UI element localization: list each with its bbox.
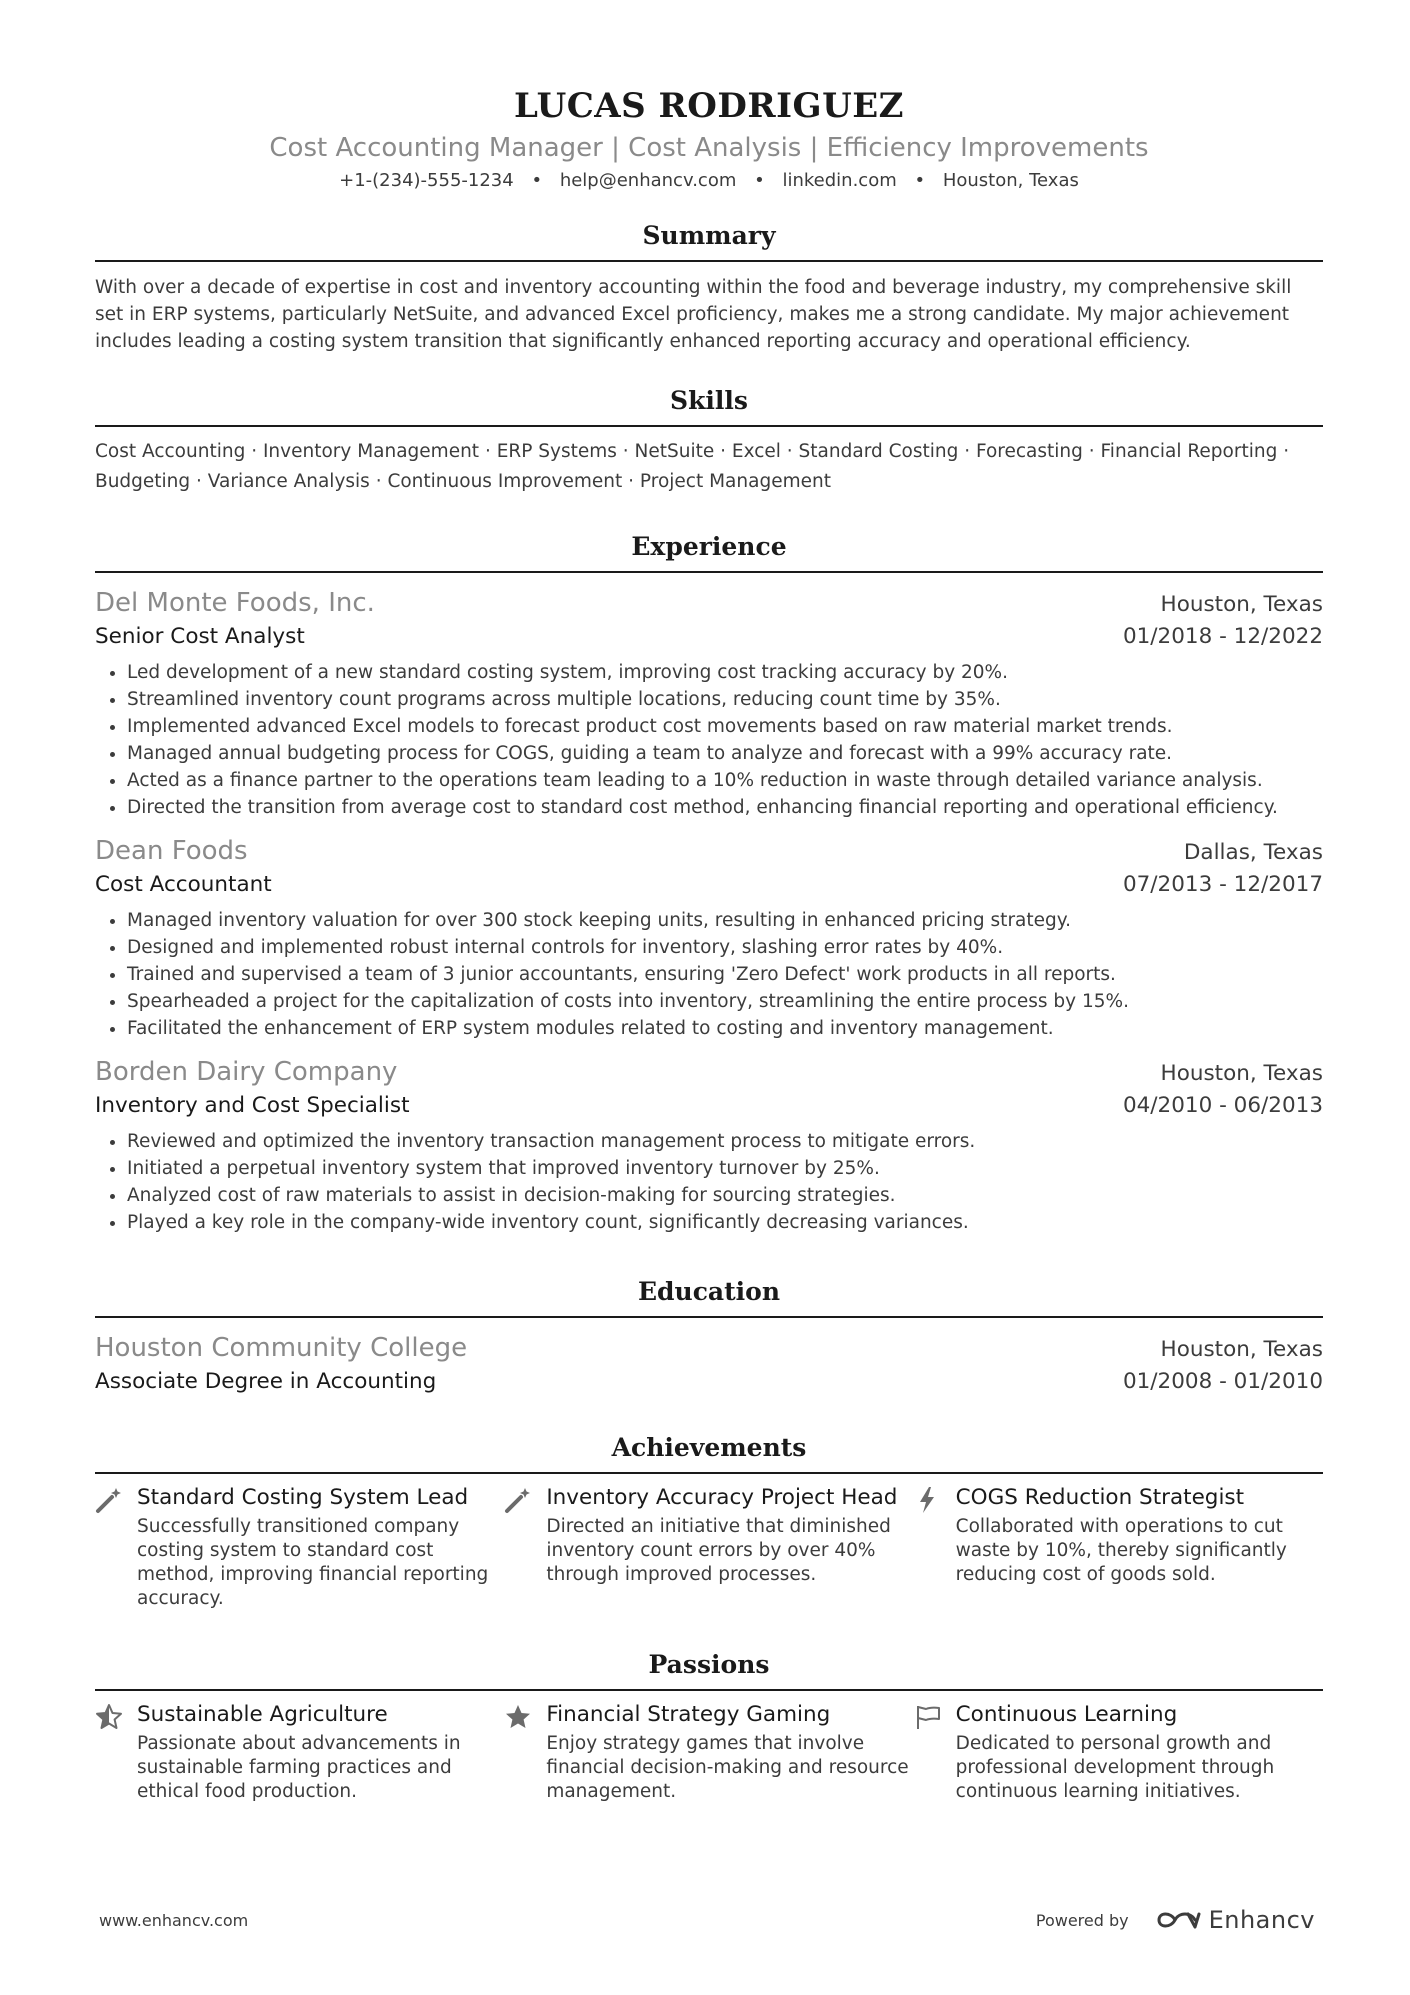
- job-bullet: • Managed inventory valuation for over 300 stock keeping units, resulting in enhanced pricing strategy.: [127, 907, 1323, 934]
- job-bullet: • Analyzed cost of raw materials to assist in decision-making for sourcing strategies.: [127, 1182, 1323, 1209]
- job-bullets: [95, 907, 1323, 1042]
- passion-desc: Dedicated to personal growth and professional development through continuous learning initiatives.: [955, 1733, 1275, 1802]
- job-company: Dean Foods: [95, 836, 248, 866]
- lightning-icon: [914, 1486, 942, 1514]
- job-bullet: • Led development of a new standard costing system, improving cost tracking accuracy by 20%.: [127, 659, 1323, 686]
- passion-title: Sustainable Agriculture: [137, 1702, 388, 1727]
- job-company: Borden Dairy Company: [95, 1057, 398, 1087]
- job-bullet: • Initiated a perpetual inventory system that improved inventory turnover by 25%.: [127, 1155, 1323, 1182]
- footer-url[interactable]: www.enhancv.com: [99, 1910, 249, 1930]
- job-bullet: • Directed the transition from average cost to standard cost method, enhancing financial reporting and operational efficiency.: [127, 794, 1323, 821]
- skills-line: Cost Accounting · Inventory Management · ERP Systems · NetSuite · Excel · Standard Costing · Forecasting · Financial Reporting ·: [95, 441, 1290, 462]
- achievement-title: Standard Costing System Lead: [137, 1485, 469, 1510]
- job-bullet: • Managed annual budgeting process for COGS, guiding a team to analyze and forecast with a 99% accuracy rate.: [127, 740, 1323, 767]
- job-role: Cost Accountant: [95, 872, 272, 897]
- job-bullet: • Designed and implemented robust internal controls for inventory, slashing error rates by 40%.: [127, 934, 1323, 961]
- job-bullets: [95, 1128, 1323, 1236]
- job-bullet: • Reviewed and optimized the inventory transaction management process to mitigate errors.: [127, 1128, 1323, 1155]
- job-company: Del Monte Foods, Inc.: [95, 588, 375, 618]
- flag-icon: [914, 1703, 942, 1731]
- section-title-education: Education: [637, 1277, 781, 1306]
- job-role: Senior Cost Analyst: [95, 624, 305, 649]
- section-title-summary: Summary: [642, 221, 776, 250]
- page-footer: [99, 1906, 1315, 1934]
- achievement-card: [504, 1484, 913, 1611]
- job-bullet: • Implemented advanced Excel models to forecast product cost movements based on raw material market trends.: [127, 713, 1323, 740]
- passion-title: Continuous Learning: [955, 1702, 1178, 1727]
- section-divider: [95, 1316, 1323, 1318]
- powered-by: [1036, 1906, 1315, 1934]
- job-entry: [95, 585, 1323, 821]
- job-location: Dallas, Texas: [1183, 840, 1323, 865]
- achievements-section: [95, 1430, 1323, 1611]
- education-school: Houston Community College: [95, 1333, 468, 1363]
- education-degree: Associate Degree in Accounting: [95, 1369, 437, 1394]
- section-divider: [95, 425, 1323, 427]
- contact-separator: •: [914, 170, 926, 191]
- achievement-card: [914, 1484, 1323, 1611]
- job-role: Inventory and Cost Specialist: [95, 1093, 410, 1118]
- job-entry: [95, 833, 1323, 1042]
- section-divider: [95, 571, 1323, 573]
- candidate-tagline: Cost Accounting Manager | Cost Analysis | Efficiency Improvements: [269, 133, 1149, 163]
- skills-list: [95, 437, 1323, 497]
- achievement-desc: Collaborated with operations to cut waste by 10%, thereby significantly reducing cost of goods sold.: [955, 1516, 1287, 1585]
- job-entry: [95, 1054, 1323, 1236]
- job-dates: 07/2013 - 12/2017: [1122, 872, 1323, 897]
- job-bullet: • Facilitated the enhancement of ERP system modules related to costing and inventory management.: [127, 1015, 1323, 1042]
- passion-card: [914, 1701, 1323, 1804]
- job-bullet: • Played a key role in the company-wide inventory count, significantly decreasing variances.: [127, 1209, 1323, 1236]
- section-divider: [95, 1472, 1323, 1474]
- job-bullet: • Trained and supervised a team of 3 junior accountants, ensuring 'Zero Defect' work products in all reports.: [127, 961, 1323, 988]
- section-divider: [95, 260, 1323, 262]
- section-divider: [95, 1689, 1323, 1691]
- passion-desc: Passionate about advancements in sustainable farming practices and ethical food production.: [137, 1733, 461, 1802]
- passion-card: [504, 1701, 913, 1804]
- job-bullet: • Spearheaded a project for the capitalization of costs into inventory, streamlining the entire process by 15%.: [127, 988, 1323, 1015]
- candidate-name: LUCAS RODRIGUEZ: [514, 86, 904, 126]
- star-half-icon: [95, 1703, 123, 1731]
- passion-title: Financial Strategy Gaming: [546, 1702, 831, 1727]
- achievement-card: [95, 1484, 504, 1611]
- achievement-desc: Directed an initiative that diminished inventory count errors by over 40% through improved processes.: [546, 1516, 891, 1585]
- achievement-title: Inventory Accuracy Project Head: [546, 1485, 898, 1510]
- passion-desc: Enjoy strategy games that involve financial decision-making and resource management.: [546, 1733, 909, 1802]
- magic-wand-icon: [504, 1486, 532, 1514]
- section-title-skills: Skills: [670, 386, 748, 415]
- job-location: Houston, Texas: [1160, 592, 1323, 617]
- contact-separator: •: [531, 170, 543, 191]
- education-entry: [95, 1330, 1323, 1398]
- skills-line: Budgeting · Variance Analysis · Continuous Improvement · Project Management: [95, 471, 831, 492]
- contact-email[interactable]: help@enhancv.com: [559, 170, 737, 191]
- achievement-desc: Successfully transitioned company costing system to standard cost method, improving financial reporting accuracy.: [137, 1516, 489, 1609]
- magic-wand-icon: [95, 1486, 123, 1514]
- summary-text: With over a decade of expertise in cost and inventory accounting within the food and beverage industry, my comprehensive skill set in ERP systems, particularly NetSuite, and advanced Excel proficiency, makes me a strong candidate. My major achievement includes leading a costing system transition that significantly enhanced reporting accuracy and operational efficiency.: [95, 277, 1292, 352]
- section-title-passions: Passions: [648, 1650, 770, 1679]
- section-title-achievements: Achievements: [611, 1433, 807, 1462]
- passions-section: [95, 1647, 1323, 1804]
- job-dates: 01/2018 - 12/2022: [1122, 624, 1323, 649]
- skills-section: [95, 383, 1323, 497]
- contact-line: [95, 168, 1323, 194]
- contact-location: Houston, Texas: [942, 170, 1079, 191]
- star-icon: [504, 1703, 532, 1731]
- contact-linkedin[interactable]: linkedin.com: [782, 170, 897, 191]
- passion-card: [95, 1701, 504, 1804]
- job-dates: 04/2010 - 06/2013: [1122, 1093, 1323, 1118]
- education-section: [95, 1274, 1323, 1398]
- job-bullet: • Streamlined inventory count programs across multiple locations, reducing count time by 35%.: [127, 686, 1323, 713]
- job-bullets: [95, 659, 1323, 821]
- job-bullet: • Acted as a finance partner to the operations team leading to a 10% reduction in waste through detailed variance analysis.: [127, 767, 1323, 794]
- powered-by-label: Powered by: [1035, 1910, 1129, 1930]
- resume-header: [95, 0, 1323, 194]
- education-location: Houston, Texas: [1160, 1337, 1323, 1362]
- achievement-title: COGS Reduction Strategist: [955, 1485, 1245, 1510]
- brand-name: Enhancv: [1208, 1906, 1315, 1934]
- summary-section: [95, 218, 1323, 355]
- resume-page: [95, 0, 1323, 1804]
- education-dates: 01/2008 - 01/2010: [1122, 1369, 1323, 1394]
- contact-phone[interactable]: +1-(234)-555-1234: [339, 170, 514, 191]
- job-location: Houston, Texas: [1160, 1061, 1323, 1086]
- experience-section: [95, 529, 1323, 1236]
- enhancv-logo-icon: [1155, 1908, 1201, 1932]
- contact-separator: •: [754, 170, 765, 191]
- section-title-experience: Experience: [631, 532, 787, 561]
